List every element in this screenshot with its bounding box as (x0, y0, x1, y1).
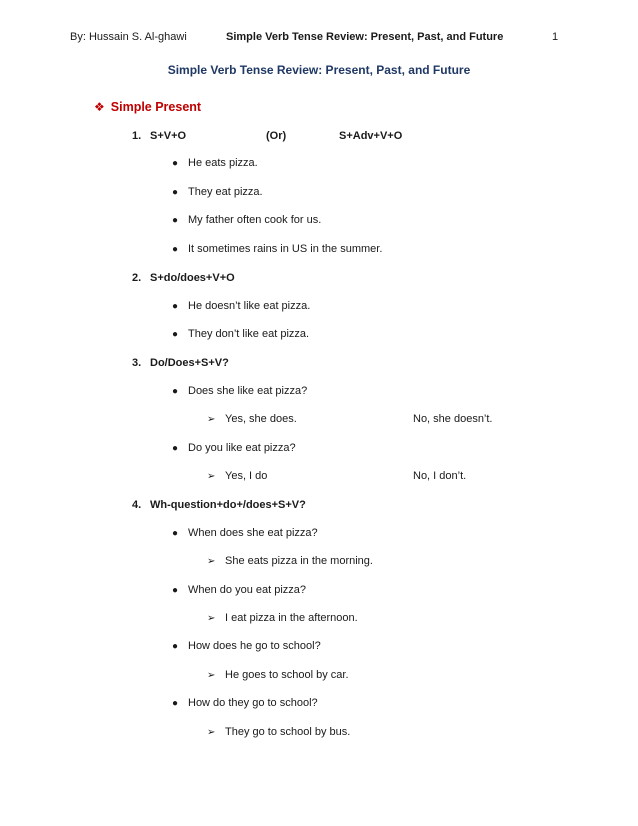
bullet-icon: ● (172, 641, 179, 652)
bullet-icon: ● (172, 301, 179, 312)
formula-negative: S+do/does+V+O (150, 272, 235, 284)
answer-no: No, she doesn’t. (413, 413, 493, 425)
formula-s-adv-v-o: S+Adv+V+O (339, 130, 403, 142)
bullet-icon: ● (172, 244, 179, 255)
page-number: 1 (552, 31, 559, 43)
answer: She eats pizza in the morning. (225, 555, 373, 567)
section-title: Simple Present (110, 100, 202, 114)
bullet-icon: ● (172, 158, 179, 169)
answer: He goes to school by car. (225, 669, 349, 681)
bullet-icon: ● (172, 528, 179, 539)
answer-yes: Yes, she does. (225, 413, 297, 425)
arrow-bullet-icon: ➢ (207, 471, 216, 482)
formula-s-v-o: S+V+O (150, 130, 187, 142)
item-number-1: 1. (132, 130, 142, 142)
example-sentence: He eats pizza. (188, 157, 258, 169)
example-sentence: They don’t like eat pizza. (188, 328, 310, 340)
bullet-icon: ● (172, 698, 179, 709)
header-author: By: Hussain S. Al-ghawi (70, 31, 187, 43)
example-sentence: My father often cook for us. (188, 214, 322, 226)
bullet-icon: ● (172, 187, 179, 198)
header-title: Simple Verb Tense Review: Present, Past, and Future (226, 31, 504, 43)
arrow-bullet-icon: ➢ (207, 556, 216, 567)
example-sentence: They eat pizza. (188, 186, 263, 198)
bullet-icon: ● (172, 443, 179, 454)
arrow-bullet-icon: ➢ (207, 414, 216, 425)
example-question: How does he go to school? (188, 640, 321, 652)
item-number-4: 4. (132, 499, 142, 511)
document-title: Simple Verb Tense Review: Present, Past, and Future (167, 63, 471, 77)
arrow-bullet-icon: ➢ (207, 727, 216, 738)
example-question: When does she eat pizza? (188, 527, 318, 539)
arrow-bullet-icon: ➢ (207, 613, 216, 624)
bullet-icon: ● (172, 215, 179, 226)
item-number-3: 3. (132, 357, 142, 369)
example-sentence: He doesn’t like eat pizza. (188, 300, 311, 312)
diamond-bullet-icon: ❖ (94, 100, 105, 114)
answer: They go to school by bus. (225, 726, 351, 738)
bullet-icon: ● (172, 329, 179, 340)
formula-wh-question: Wh-question+do+/does+S+V? (150, 499, 306, 511)
formula-or: (Or) (266, 130, 287, 142)
formula-question: Do/Does+S+V? (150, 357, 229, 369)
answer-yes: Yes, I do (225, 470, 268, 482)
example-question: Does she like eat pizza? (188, 385, 308, 397)
example-question: Do you like eat pizza? (188, 442, 296, 454)
section-heading (94, 100, 201, 114)
answer: I eat pizza in the afternoon. (225, 612, 358, 624)
bullet-icon: ● (172, 386, 179, 397)
example-question: How do they go to school? (188, 697, 318, 709)
item-number-2: 2. (132, 272, 142, 284)
bullet-icon: ● (172, 585, 179, 596)
answer-no: No, I don’t. (413, 470, 467, 482)
example-question: When do you eat pizza? (188, 584, 307, 596)
arrow-bullet-icon: ➢ (207, 670, 216, 681)
example-sentence: It sometimes rains in US in the summer. (188, 243, 383, 255)
